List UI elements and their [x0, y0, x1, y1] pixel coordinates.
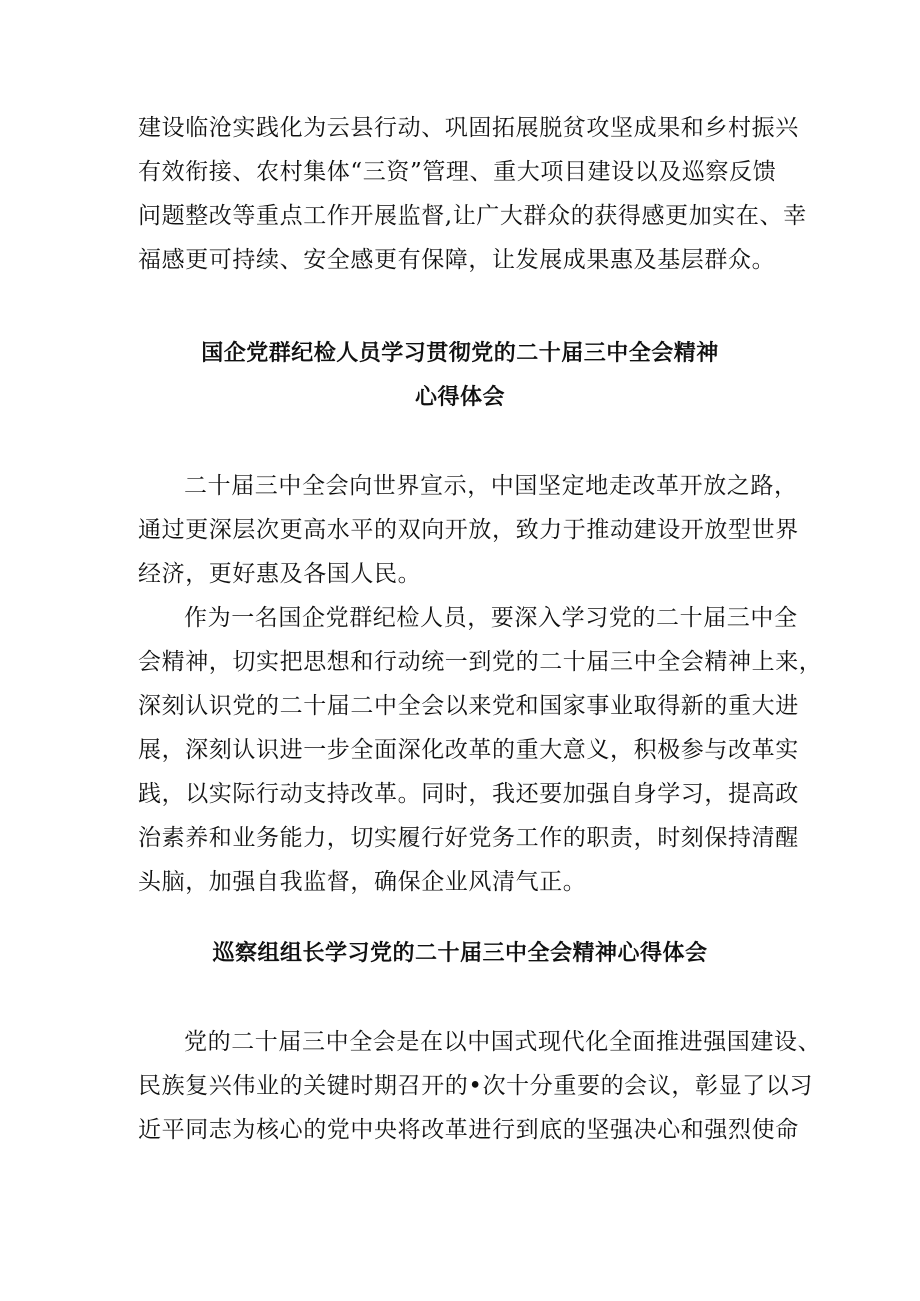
text-line: 展，深刻认识进一步全面深化改革的重大意义，积极参与改革实 — [138, 737, 799, 763]
text-line: 作为一名国企党群纪检人员，要深入学习党的二十届三中全 — [184, 605, 798, 631]
section-title-line: 国企党群纪检人员学习贯彻党的二十届三中全会精神 — [201, 341, 719, 366]
text-line: 民族复兴伟业的关键时期召开的•次十分重要的会议，彰显了以习 — [138, 1073, 813, 1099]
text-line: 通过更深层次更高水平的双向开放，致力于推动建设开放型世界 — [138, 517, 799, 543]
text-line: 经济，更好惠及各国人民。 — [138, 561, 422, 587]
section-title-line: 心得体会 — [414, 385, 505, 410]
section-title — [0, 932, 920, 976]
paragraph — [138, 464, 798, 596]
text-line: 治素养和业务能力，切实履行好党务工作的职责，时刻保持清醒 — [138, 825, 799, 851]
text-line: 问题整改等重点工作开展监督,让广大群众的获得感更加实在、幸 — [138, 203, 807, 229]
paragraph — [138, 596, 823, 904]
text-line: 福感更可持续、安全感更有保障，让发展成果惠及基层群众。 — [138, 247, 776, 273]
text-line: 践，以实际行动支持改革。同时，我还要加强自身学习，提高政 — [138, 781, 799, 807]
text-line: 建设临沧实践化为云县行动、巩固拓展脱贫攻坚成果和乡村振兴 — [138, 115, 799, 141]
text-line: 近平同志为核心的党中央将改革进行到底的坚强决心和强烈使命 — [138, 1117, 799, 1143]
section-title-line: 巡察组组长学习党的二十届三中全会精神心得体会 — [212, 941, 708, 966]
text-line: 会精神，切实把思想和行动统一到党的二十届三中全会精神上来， — [138, 649, 823, 675]
text-line: 党的二十届三中全会是在以中国式现代化全面推进强国建设、 — [184, 1029, 822, 1055]
text-line: 深刻认识党的二十届二中全会以来党和国家事业取得新的重大进 — [138, 693, 799, 719]
text-line: 头脑，加强自我监督，确保企业风清气正。 — [138, 869, 587, 895]
text-line: 有效衔接、农村集体“三资”管理、重大项目建设以及巡察反馈 — [138, 159, 777, 185]
text-line: 二十届三中全会向世界宣示，中国坚定地走改革开放之路， — [184, 473, 798, 499]
paragraph-continuation — [138, 106, 807, 282]
section-title — [0, 332, 920, 420]
paragraph — [138, 1020, 822, 1152]
